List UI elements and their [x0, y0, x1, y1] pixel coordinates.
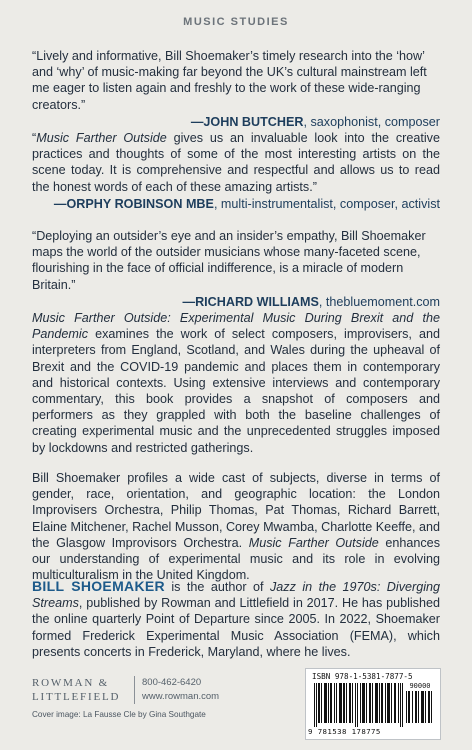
book-title: Music Farther Outside	[248, 535, 379, 550]
publisher-contact	[134, 676, 219, 704]
endorsement-quote-1	[32, 48, 440, 130]
quote-author-name: ORPHY ROBINSON MBE	[66, 196, 214, 211]
addon-barcode-bars	[406, 691, 434, 731]
bio-text: is the author of	[164, 580, 270, 594]
quote-author-name: JOHN BUTCHER	[203, 114, 304, 129]
author-bio	[32, 578, 440, 660]
quote-attribution	[32, 196, 440, 212]
ean-number: 9 781538 178775	[308, 727, 381, 736]
attribution-dash: —	[190, 114, 204, 129]
attribution-dash: —	[53, 196, 67, 211]
description-text: examines the work of select composers, improvisers, and interpreters from England, Scotland, and Wales during the upheaval of Brexit and the COVID-19 pandemic and places them in contemporary and historical contexts. Using extensive interviews and contemporary commentary, this book provides a snapshot of composers and performers as they grappled with both the baseline challenges of creating experimental music and the unprecedented struggles imposed by lockdowns and restricted gatherings.	[32, 327, 440, 455]
attribution-dash: —	[182, 294, 196, 309]
quote-text: “Deploying an outsider’s eye and an insider’s empathy, Bill Shoemaker maps the world of the outsider musicians whose many-faceted scene, flourishing in the face of official indifference, is a miracle of modern Britain.”	[32, 229, 426, 292]
description-text: enhances our understanding of experimental music and its role in evolving multiculturalism in the United Kingdom.	[32, 535, 440, 583]
publisher-phone: 800-462-6420	[142, 677, 202, 688]
ean-barcode-bars	[314, 683, 406, 727]
endorsement-quote-2	[32, 130, 440, 212]
quote-author-role: , thebluemoment.com	[318, 294, 440, 309]
quote-text	[32, 130, 440, 195]
book-description	[32, 310, 440, 456]
description-paragraph-2	[32, 470, 440, 583]
book-title: Music Farther Outside	[36, 131, 167, 145]
previous-book-title: Jazz in the 1970s: Diverging Streams	[32, 580, 440, 611]
quote-open-mark: “	[32, 131, 37, 145]
publisher-website: www.rowman.com	[142, 691, 220, 702]
description-text: Bill Shoemaker profiles a wide cast of subjects, diverse in terms of gender, race, orientation, and geographic location: the London Improvisers Orchestra, Philip Thomas, Pat Thomas, Richard Barrett, Elaine Mitchener, Rachel Musson, Corey Mwamba, Charlotte Keeffe, and the Glasgow Improvisors Orchestra.	[32, 471, 440, 550]
quote-author-role: , multi-instrumentalist, composer, activist	[213, 196, 440, 211]
publisher-logo-line-2: LITTLEFIELD	[32, 691, 121, 703]
publisher-logo-line-1: ROWMAN &	[32, 677, 110, 689]
author-name: BILL SHOEMAKER	[32, 578, 165, 594]
category-label: MUSIC STUDIES	[183, 16, 289, 28]
barcode	[305, 668, 441, 740]
addon-code: 90000	[409, 682, 431, 690]
bio-text: , published by Rowman and Littlefield in 2017. He has published the online quarterly Point of Departure since 2005. In 2022, Shoemaker formed Frederick Experimental Music Association (FEMA), which presents concerts in Frederick, Maryland, where he lives.	[32, 596, 440, 659]
quote-body: gives us an invaluable look into the creative practices and thoughts of some of the most interesting artists on the scene today. It is comprehensive and respectful and allows us to read the honest words of each of these amazing artists.”	[32, 131, 440, 194]
quote-attribution	[32, 114, 440, 130]
quote-author-name: RICHARD WILLIAMS	[195, 294, 319, 309]
book-title: Music Farther Outside: Experimental Music During Brexit and the Pandemic	[32, 311, 440, 342]
quote-text: “Lively and informative, Bill Shoemaker’s timely research into the ‘how’ and ‘why’ of music-making far beyond the UK’s cultural mainstream left me eager to listen again and freshly to the work of these wide-ranging creators.”	[32, 49, 427, 112]
book-description-2	[32, 470, 440, 583]
cover-credit: Cover image: La Fausse Cle by Gina Southgate	[32, 710, 206, 719]
endorsement-quote-3	[32, 228, 440, 310]
description-paragraph-1	[32, 310, 440, 456]
quote-attribution	[32, 294, 440, 310]
quote-author-role: , saxophonist, composer	[303, 114, 440, 129]
isbn-label: ISBN 978-1-5381-7877-5	[312, 672, 413, 681]
